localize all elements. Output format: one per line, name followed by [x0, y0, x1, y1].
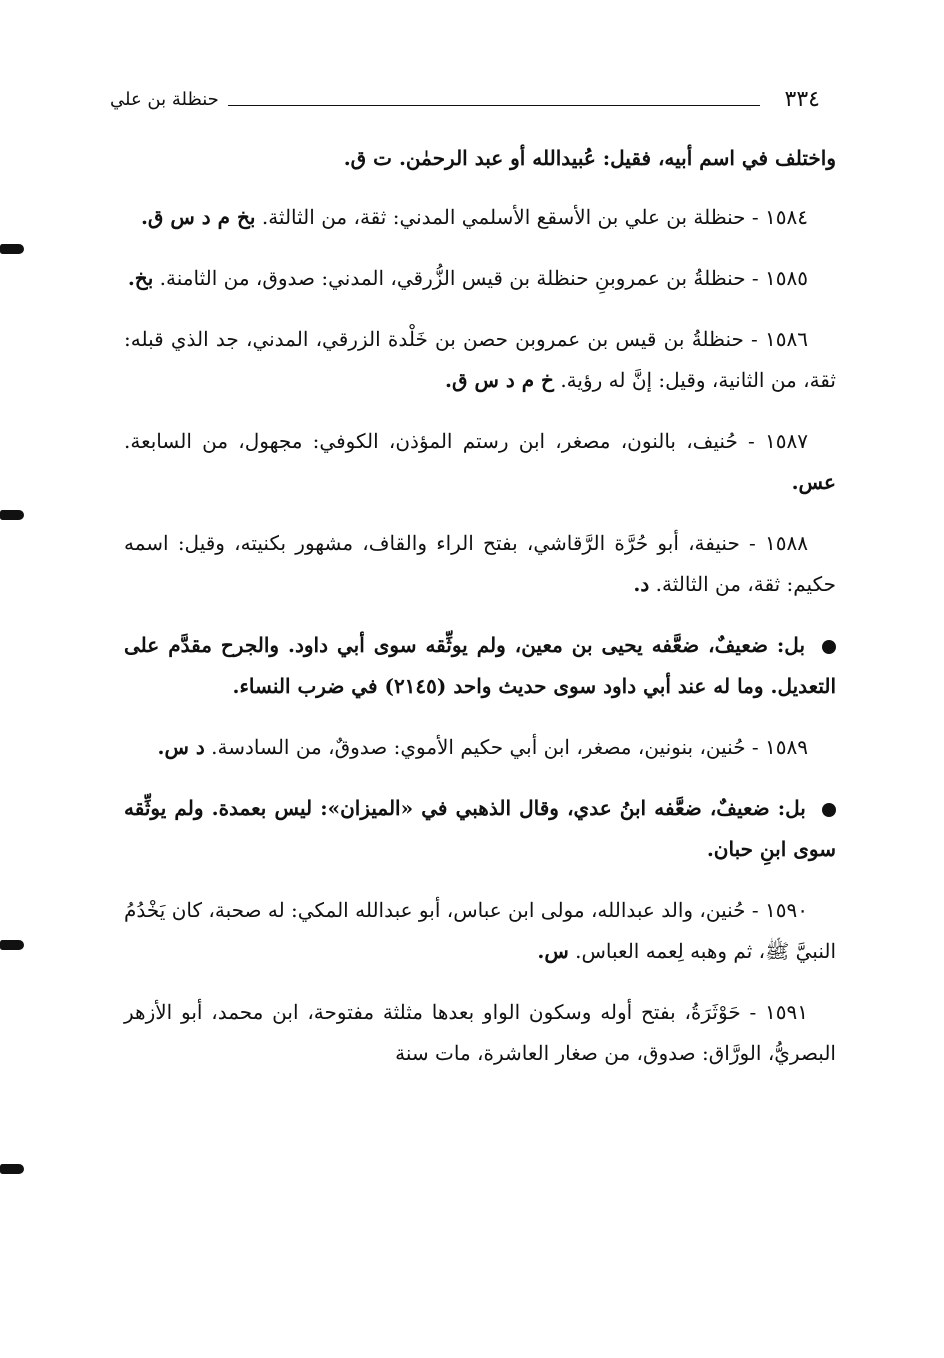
entry-text: - حُنيف، بالنون، مصغر، ابن رستم المؤذن، الكوفي: مجهول، من السابعة.	[124, 429, 755, 453]
entry-number: ١٥٩١	[765, 1000, 808, 1024]
page-body	[124, 138, 836, 1094]
entry-1588	[124, 523, 836, 605]
entry-1591	[124, 992, 836, 1074]
entry-number: ١٥٨٥	[765, 266, 808, 290]
binding-mark	[0, 940, 24, 950]
entry-1589	[124, 727, 836, 768]
page-header	[110, 86, 820, 116]
note-text: بل: ضعيفٌ، ضعَّفه ابنُ عدي، وقال الذهبي في «الميزان»: ليس بعمدة. ولم يوثِّقه سوى ابنِ حبان.	[124, 796, 836, 861]
binding-mark	[0, 244, 24, 254]
editor-note-1589	[124, 788, 836, 870]
entry-1585	[124, 258, 836, 299]
entry-code: د س.	[157, 735, 205, 759]
header-rule	[228, 105, 760, 106]
entry-1590	[124, 890, 836, 972]
entry-1587	[124, 421, 836, 503]
entry-text: - حُنين، والد عبدالله، مولى ابن عباس، أبو عبدالله المكي: له صحبة، كان يَخْدُمُ النبيَّ ﷺ، ثم وهبه لِعمه العباس.	[124, 898, 836, 963]
entry-code: بخ.	[127, 266, 154, 290]
binding-mark	[0, 510, 24, 520]
bullet-icon	[822, 640, 836, 654]
editor-note-1588	[124, 625, 836, 707]
entry-code: عس.	[791, 470, 836, 494]
entry-text: - حُنين، بنونين، مصغر، ابن أبي حكيم الأموي: صدوقٌ، من السادسة.	[211, 735, 759, 759]
entry-number: ١٥٨٤	[765, 205, 808, 229]
entry-text: - حنظلةُ بن قيس بن عمروبن حصن بن خَلْدة الزرقي، المدني، جد الذي قبله: ثقة، من الثانية، وقيل: إنَّ له رؤية.	[124, 327, 836, 392]
entry-text: - حنيفة، أبو حُرَّة الرَّقاشي، بفتح الراء والقاف، مشهور بكنيته، وقيل: اسمه حكيم: ثقة، من الثالثة.	[124, 531, 836, 596]
entry-code: س.	[537, 939, 569, 963]
binding-mark	[0, 1164, 24, 1174]
entry-text: - حنظلة بن علي بن الأسقع الأسلمي المدني: ثقة، من الثالثة.	[261, 205, 759, 229]
entry-code: خ م د س ق.	[445, 368, 554, 392]
entry-text: - حنظلةُ بن عمروبنِ حنظلة بن قيس الزُّرقي، المدني: صدوق، من الثامنة.	[159, 266, 759, 290]
entry-1586	[124, 319, 836, 401]
entry-text: واختلف في اسم أبيه، فقيل: عُبيدالله أو عبد الرحمٰن. ت ق.	[343, 146, 836, 170]
entry-code: د.	[633, 572, 650, 596]
entry-number: ١٥٨٧	[765, 429, 808, 453]
entry-number: ١٥٨٦	[765, 327, 808, 351]
entry-number: ١٥٨٩	[765, 735, 808, 759]
entry-code: بخ م د س ق.	[140, 205, 256, 229]
note-text: بل: ضعيفٌ، ضعَّفه يحيى بن معين، ولم يوثِّقه سوى أبي داود. والجرح مقدَّم على التعديل. وما له عند أبي داود سوى حديث واحد (٢١٤٥) في ضرب النساء.	[124, 633, 836, 698]
page-number: ٣٣٤	[784, 87, 820, 112]
entry-number: ١٥٨٨	[765, 531, 808, 555]
entry-text: - حَوْثَرَةُ، بفتح أوله وسكون الواو بعدها مثلثة مفتوحة، ابن محمد، أبو الأزهر البصريُّ، الورَّاق: صدوق، من صغار العاشرة، مات سنة	[124, 1000, 836, 1065]
bullet-icon	[822, 803, 836, 817]
entry-number: ١٥٩٠	[765, 898, 808, 922]
continuation-paragraph	[124, 138, 836, 179]
entry-1584	[124, 197, 836, 238]
running-title: حنظلة بن علي	[110, 89, 219, 110]
